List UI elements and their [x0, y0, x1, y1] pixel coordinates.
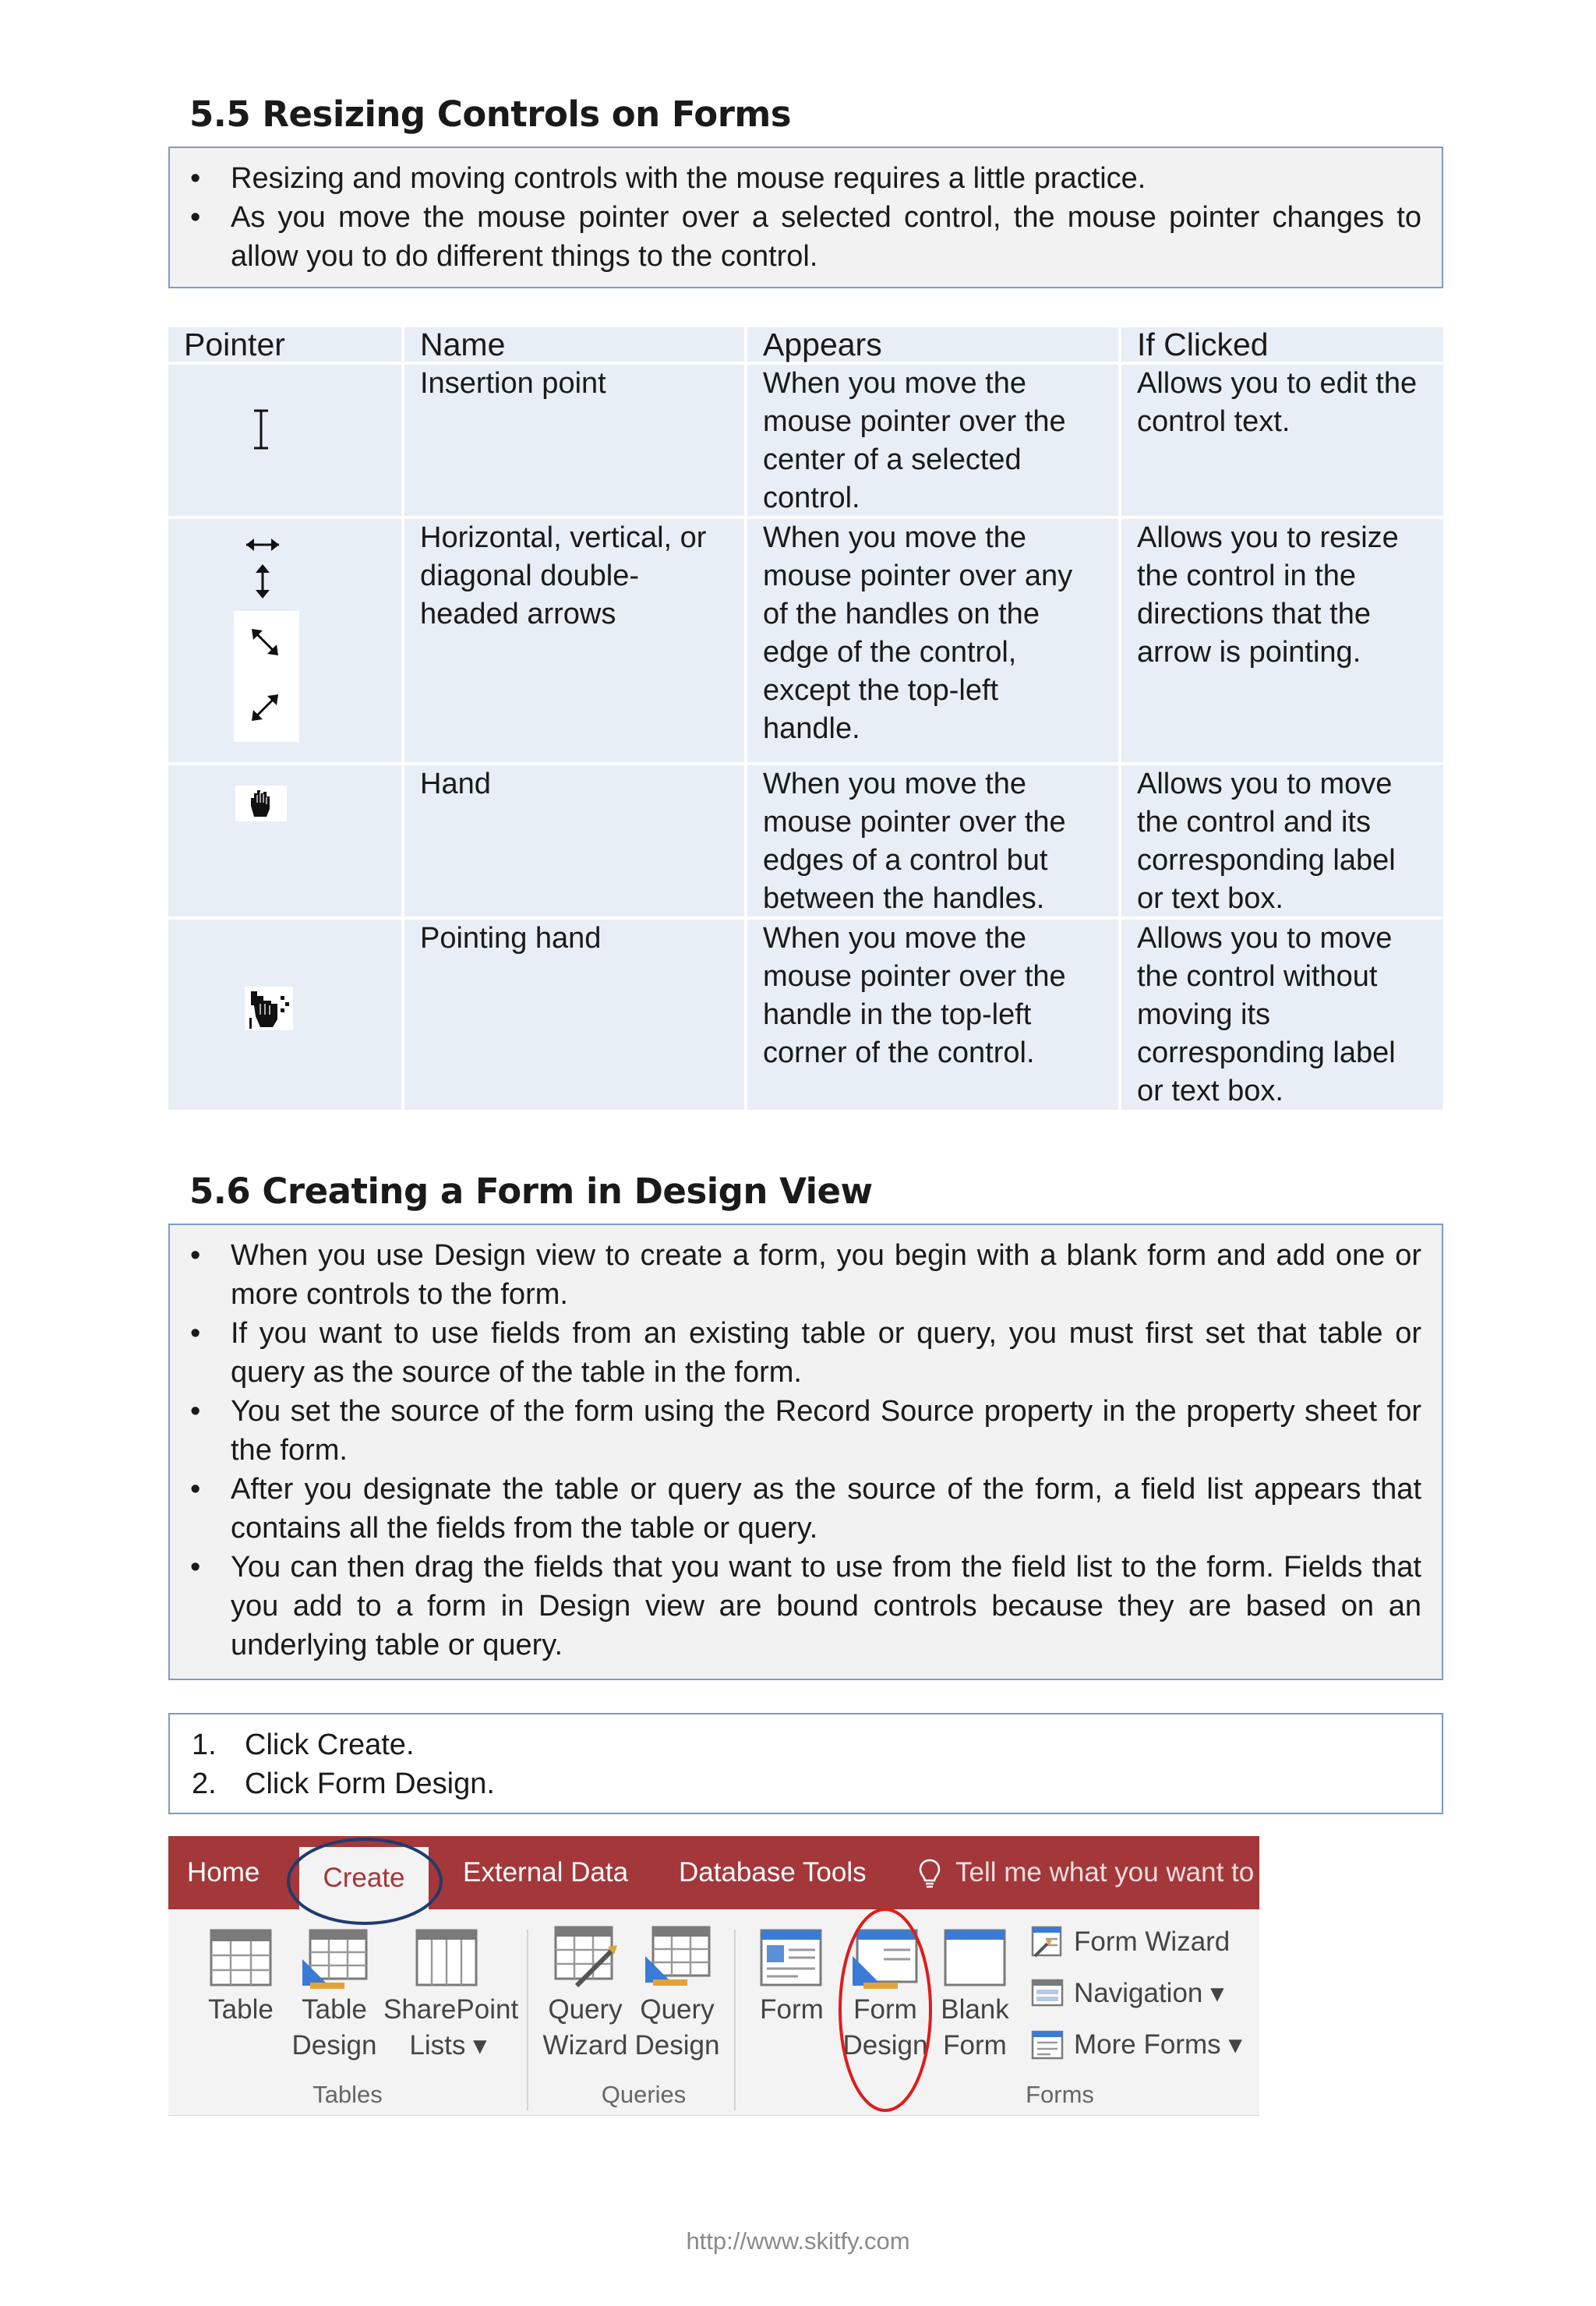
group-separator [734, 1930, 736, 2110]
group-label-queries: Queries [601, 2081, 687, 2108]
row-name: Horizontal, vertical, or diagonal double-headed arrows [404, 519, 747, 765]
form-button[interactable]: Form [760, 1994, 824, 2025]
table-row [168, 519, 1443, 765]
list-item: • You can then drag the fields that you want to use from the field list to the form. Fields that you add to a form in Design view are bound controls because they are based on an underlying table or query. [190, 1551, 1421, 1662]
section-55-notes [168, 147, 1443, 288]
hand-icon [246, 787, 276, 818]
row-name: Pointing hand [404, 920, 747, 1113]
navigation-icon [1030, 1976, 1065, 2011]
steps-box [168, 1713, 1443, 1814]
table-icon [209, 1928, 273, 1987]
diagonal-resize-nwse-icon [249, 627, 281, 658]
pointer-cell [168, 920, 404, 1113]
form-design-highlight-circle [835, 1905, 935, 2115]
row-if-clicked: Allows you to edit the control text. [1121, 365, 1443, 519]
row-appears: When you move the mouse pointer over the center of a selected control. [747, 365, 1121, 519]
list-item: • As you move the mouse pointer over a selected control, the mouse pointer changes to allow you to do different things to the control. [190, 201, 1421, 273]
footer-url: http://www.skitfy.com [686, 2227, 910, 2255]
pointer-cell [168, 765, 404, 920]
header-pointer: Pointer [168, 327, 404, 365]
more-forms-button[interactable]: More Forms ▾ [1074, 2029, 1242, 2060]
table-header-row [168, 327, 1443, 365]
sharepoint-lists-button[interactable]: SharePoint Lists ▾ [383, 1994, 519, 2061]
tab-home[interactable]: Home [187, 1857, 260, 1888]
query-wizard-button[interactable]: Query Wizard [542, 1994, 628, 2061]
query-wizard-icon [553, 1925, 620, 1990]
section-56-notes [168, 1224, 1443, 1680]
list-item: • When you use Design view to create a form, you begin with a blank form and add one or more controls to the form. [190, 1239, 1421, 1311]
group-label-tables: Tables [312, 2081, 383, 2108]
table-design-icon [299, 1928, 369, 1990]
form-design-button[interactable]: Form Design [842, 1994, 928, 2061]
header-name: Name [404, 327, 747, 365]
vertical-resize-arrow-icon [252, 563, 273, 600]
table-button[interactable]: Table [208, 1994, 274, 2025]
sharepoint-lists-icon [415, 1928, 478, 1987]
row-if-clicked: Allows you to move the control without moving its corresponding label or text box. [1121, 920, 1443, 1113]
header-appears: Appears [747, 327, 1121, 365]
table-row [168, 920, 1443, 1113]
pointing-hand-icon [246, 988, 291, 1030]
list-item: • Resizing and moving controls with the mouse requires a little practice. [190, 162, 1146, 195]
table-row [168, 365, 1443, 519]
table-row [168, 765, 1443, 920]
list-item: • After you designate the table or query as the source of the form, a field list appears that contains all the fields from the table or query. [190, 1473, 1421, 1545]
step-item: 1. Click Create. [192, 1729, 415, 1761]
form-icon [759, 1928, 823, 1987]
list-item: • If you want to use fields from an existing table or query, you must first set that table or query as the source of the table in the form. [190, 1317, 1421, 1389]
more-forms-icon [1030, 2028, 1065, 2062]
form-wizard-button[interactable]: Form Wizard [1074, 1926, 1231, 1957]
group-separator [527, 1930, 528, 2110]
row-appears: When you move the mouse pointer over any of the handles on the edge of the control, except the top-left handle. [747, 519, 1121, 765]
row-name: Hand [404, 765, 747, 920]
pointer-cell [168, 365, 404, 519]
tab-create[interactable]: Create [299, 1847, 429, 1909]
list-item: • You set the source of the form using the Record Source property in the property sheet for the form. [190, 1395, 1421, 1467]
row-appears: When you move the mouse pointer over the handle in the top-left corner of the control. [747, 920, 1121, 1113]
horizontal-resize-arrow-icon [243, 535, 282, 555]
tell-me-search[interactable]: Tell me what you want to [955, 1857, 1255, 1888]
tab-external-data[interactable]: External Data [463, 1857, 629, 1888]
query-design-button[interactable]: Query Design [634, 1994, 720, 2061]
group-label-forms: Forms [1026, 2081, 1094, 2108]
header-if-clicked: If Clicked [1121, 327, 1443, 365]
form-wizard-icon [1030, 1925, 1065, 1959]
query-design-icon [642, 1925, 712, 1990]
row-appears: When you move the mouse pointer over the edges of a control but between the handles. [747, 765, 1121, 920]
section-55-title: 5.5 Resizing Controls on Forms [189, 94, 792, 135]
create-highlight-circle [284, 1836, 446, 1926]
access-ribbon [168, 1836, 1259, 2115]
section-56-title: 5.6 Creating a Form in Design View [189, 1171, 873, 1212]
lightbulb-icon [918, 1858, 941, 1889]
blank-form-button[interactable]: Blank Form [941, 1994, 1009, 2061]
table-design-button[interactable]: Table Design [291, 1994, 377, 2061]
diagonal-resize-nesw-icon [249, 692, 281, 723]
tab-database-tools[interactable]: Database Tools [679, 1857, 867, 1888]
step-item: 2. Click Form Design. [192, 1767, 495, 1800]
blank-form-icon [943, 1928, 1007, 1987]
row-name: Insertion point [404, 365, 747, 519]
row-if-clicked: Allows you to move the control and its corresponding label or text box. [1121, 765, 1443, 920]
pointer-cell [168, 519, 404, 765]
i-beam-icon [249, 408, 273, 450]
navigation-button[interactable]: Navigation ▾ [1074, 1978, 1224, 2008]
pointer-table [168, 327, 1443, 1113]
row-if-clicked: Allows you to resize the control in the directions that the arrow is pointing. [1121, 519, 1443, 765]
